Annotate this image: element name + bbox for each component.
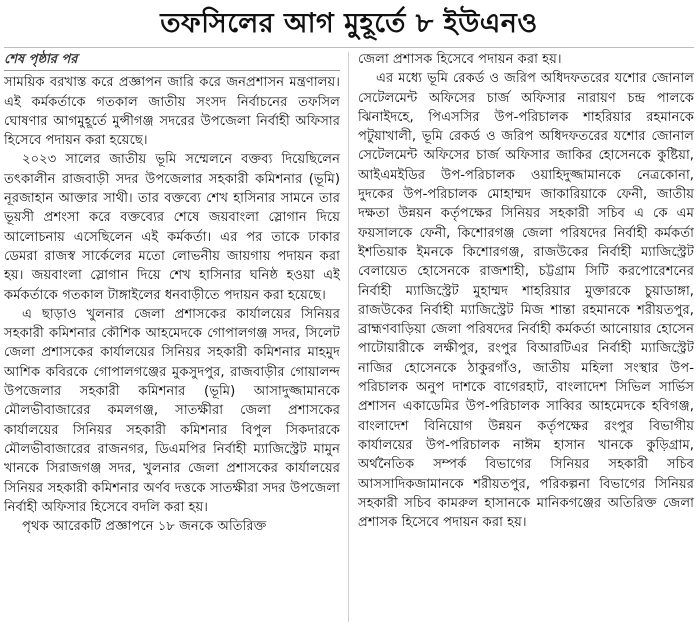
left-column [4,50,340,536]
paragraph: পৃথক আরেকটি প্রজ্ঞাপনে ১৮ জনকে অতিরিক্ত [22,519,267,535]
paragraph: জেলা প্রশাসক হিসেবে পদায়ন করা হয়। [358,52,562,67]
continued-label: শেষ পৃষ্ঠার পর [4,50,340,71]
column-divider [348,52,349,622]
paragraph: এর মধ্যে ভূমি রেকর্ড ও জরিপ অধিদফতরের যশোর জোনাল সেটেলমেন্ট অফিসের চার্জ অফিসার নারায়ণ চন্দ্র পালকে ঝিনাইদহে, পিএসসির উপ-পরিচালক শাহরিয়ার রহমানকে পটুয়াখালী, ভূমি রেকর্ড ও জরিপ অধিদফতরের যশোর জোনাল সেটেলমেন্ট অফিসের চার্জ অফিসার জাকির হোসেনকে কুষ্টিয়া, আইএমইডির উপ-পরিচালক ওয়াহিদুজ্জামানকে নেত্রকোনা, দুদকের উপ-পরিচালক মোহাম্মদ জাকারিয়াকে ফেনী, জাতীয় দক্ষতা উন্নয়ন কর্তৃপক্ষের সিনিয়র সহকারী সচিব এ কে এম ফয়সালকে ফেনী, কিশোরগঞ্জ জেলা পরিষদের নির্বাহী কর্মকর্তা ইশতিয়াক ইমনকে কিশোরগঞ্জ, রাজউকের নির্বাহী ম্যাজিস্ট্রেট বেলায়েত হোসেনকে রাজশাহী, চট্টগ্রাম সিটি করপোরেশনের নির্বাহী ম্যাজিস্ট্রেট মুহাম্মদ শাহরিয়ার মুক্তারকে চুয়াডাঙ্গা, রাজউকের নির্বাহী ম্যাজিস্ট্রেট মিজ শান্তা রহমানকে শরীয়তপুর, ব্রাহ্মণবাড়িয়া জেলা পরিষদের নির্বাহী কর্মকর্তা আনোয়ার হোসেন পাটোয়ারীকে লক্ষীপুর, রংপুর বিআরটিএর নির্বাহী ম্যাজিস্ট্রেট নাজির হোসেনকে ঠাকুরগাঁও, জাতীয় মহিলা সংস্থার উপ-পরিচালক অনুপ দাশকে বাগেরহাট, বাংলাদেশ সিভিল সার্ভিস প্রশাসন একাডেমির উপ-পরিচালক সাব্বির আহমেদকে হবিগঞ্জ, বাংলাদেশ বিনিয়োগ উন্নয়ন কর্তৃপক্ষের রংপুর বিভাগীয় কার্যালয়ের উপ-পরিচালক নাঈম হাসান খানকে কুড়িগ্রাম, অর্থনৈতিক সম্পর্ক বিভাগের সিনিয়র সহকারী সচিব আসসাদিকজামানকে শরীয়তপুর, পরিকল্পনা বিভাগের সিনিয়র সহকারী সচিব কামরুল হাসানকে মানিকগঞ্জের অতিরিক্ত জেলা প্রশাসক হিসেবে পদায়ন করা হয়। [358,71,694,531]
paragraph: ২০২৩ সালের জাতীয় ভূমি সম্মেলনে বক্তব্য দিয়েছিলেন তৎকালীন রাজবাড়ী সদর উপজেলার সহকারী কমিশনার (ভূমি) নূরজাহান আক্তার সাথী। তার বক্তব্যে শেখ হাসিনার সামনে তার ভূয়সী প্রশংসা করে বক্তব্যের শেষে জয়বাংলা স্লোগান দিয়ে আলোচনায় এসেছিলেন এই কর্মকর্তা। এর পর তাকে ঢাকার ডেমরা রাজস্ব সার্কেলের মতো লোভনীয় জায়গায় পদায়ন করা হয়। জয়বাংলা স্লোগান দিয়ে শেখ হাসিনার ঘনিষ্ঠ হওয়া এই কর্মকর্তাকে গতকাল টাঙ্গাইলের ধনবাড়ীতে পদায়ন করা হয়েছে। [4,152,340,303]
paragraph: এ ছাড়াও খুলনার জেলা প্রশাসকের কার্যালয়ের সিনিয়র সহকারী কমিশনার কৌশিক আহমেদকে গোপালগঞ্জ সদর, সিলেট জেলা প্রশাসকের কার্যালয়ের সিনিয়র সহকারী কমিশনার মাহমুদ আশিক কবিরকে গোপালগঞ্জের মুকসুদপুর, রাজবাড়ীর গোয়ালন্দ উপজেলার সহকারী কমিশনার (ভূমি) আসাদুজ্জামানকে মৌলভীবাজারের কমলগঞ্জ, সাতক্ষীরা জেলা প্রশাসকের কার্যালয়ের সিনিয়র সহকারী কমিশনার বিপুল সিকদারকে মৌলভীবাজারের রাজনগর, ডিএমপির নির্বাহী ম্যাজিস্ট্রেট মামুন খানকে সিরাজগঞ্জ সদর, খুলনার জেলা প্রশাসকের কার্যালয়ের সিনিয়র সহকারী কমিশনার অর্ণব দত্তকে সাতক্ষীরা সদর উপজেলা নির্বাহী অফিসার হিসেবে বদলি করা হয়। [4,306,340,515]
right-column [358,50,694,532]
headline: তফসিলের আগ মুহূর্তে ৮ ইউএনও [160,8,538,39]
paragraph: সাময়িক বরখাস্ত করে প্রজ্ঞাপন জারি করে জনপ্রশাসন মন্ত্রণালয়। এই কর্মকর্তাকে গতকাল জাতীয় সংসদ নির্বাচনের তফসিল ঘোষণার আগমুহূর্তে মুন্সীগঞ্জ সদরের উপজেলা নির্বাহী অফিসার হিসেবে পদায়ন করা হয়েছে। [4,75,340,149]
headline-rule [4,47,694,48]
